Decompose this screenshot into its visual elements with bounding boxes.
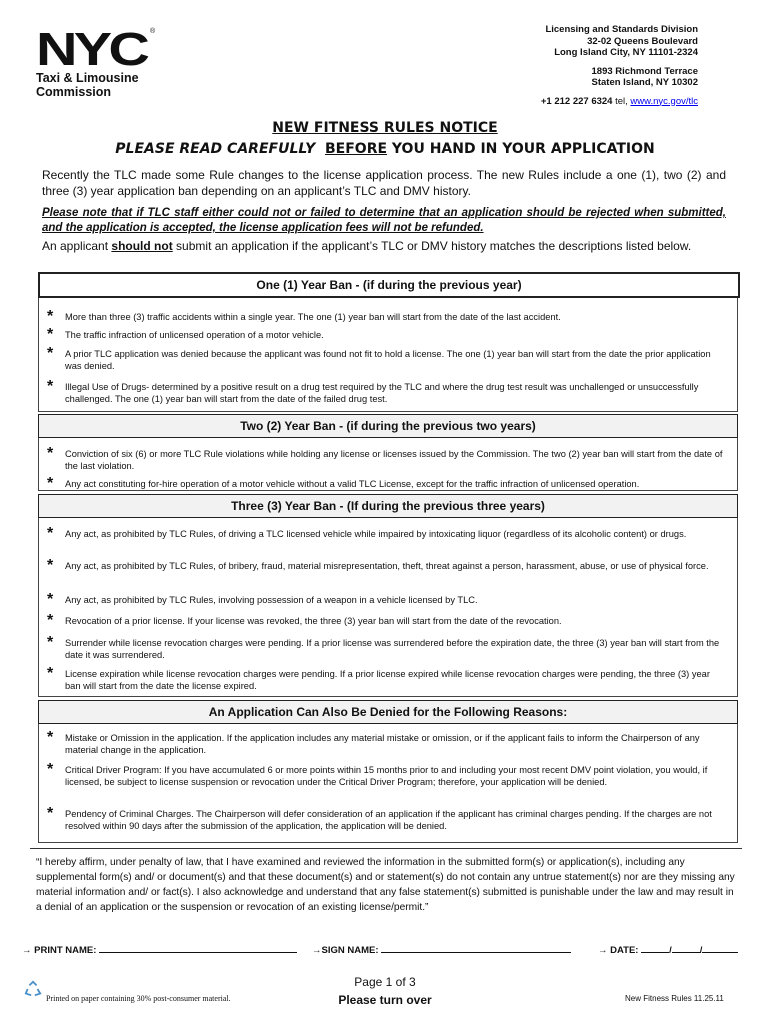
asterisk-icon: * — [47, 729, 54, 746]
address-2-line-1: 1893 Richmond Terrace — [591, 65, 698, 77]
list-item: * Surrender while license revocation charges were pending. If a prior license was surrendered before the expiration date, the three (3) year ban will start from the date it was surrendered. — [47, 634, 720, 660]
refund-note: Please note that if TLC staff either could not or failed to determine that an application should be rejected when submitted, and the application is accepted, the license application fees will not be refunded. — [42, 207, 726, 234]
address-1-line-2: Long Island City, NY 11101-2324 — [554, 47, 698, 58]
date-month-line[interactable] — [641, 942, 669, 953]
page-number: Page 1 of 3 — [354, 975, 416, 989]
commission-line-2: Commission — [36, 85, 112, 99]
asterisk-icon: * — [47, 475, 54, 492]
address-1-line-1: 32-02 Queens Boulevard — [587, 35, 698, 47]
date-separator: / — [699, 945, 703, 956]
paper-note: Printed on paper containing 30% post-consumer material. — [46, 994, 231, 1003]
asterisk-icon: * — [47, 634, 54, 651]
asterisk-icon: * — [47, 525, 54, 542]
read-carefully-a: PLEASE READ CAREFULLY — [115, 141, 316, 157]
date-field[interactable] — [598, 942, 738, 956]
sign-name-label: →SIGN NAME: — [312, 945, 379, 956]
registered-mark: ® — [150, 28, 156, 35]
two-year-ban-list — [38, 438, 738, 491]
print-name-field[interactable] — [22, 942, 297, 956]
asterisk-icon: * — [47, 445, 54, 462]
read-carefully-title — [0, 141, 770, 157]
website-link[interactable]: www.nyc.gov/tlc — [630, 95, 698, 107]
should-not: should not — [111, 239, 173, 253]
tel-label: tel, — [612, 95, 631, 107]
phone-number: +1 212 227 6324 — [540, 95, 613, 107]
three-year-ban-list — [38, 518, 738, 697]
list-item: * Revocation of a prior license. If your license was revoked, the three (3) year ban will start from the date of the revocation. — [47, 612, 562, 629]
asterisk-icon: * — [47, 665, 54, 682]
list-item: * Pendency of Criminal Charges. The Chairperson will defer consideration of an application if the applicant has criminal charges pending. If the charges are not resolved within 90 days after the submission of the application, the application will be denied. — [47, 805, 712, 831]
sign-name-line[interactable] — [381, 942, 571, 953]
read-carefully-c: YOU HAND IN YOUR APPLICATION — [391, 141, 655, 157]
asterisk-icon: * — [47, 761, 54, 778]
date-year-line[interactable] — [702, 942, 738, 953]
asterisk-icon: * — [47, 326, 54, 343]
nyc-logo: NYC — [36, 23, 147, 75]
two-year-ban-heading: Two (2) Year Ban - (if during the previous two years) — [38, 414, 738, 438]
submit-warning-a: An applicant — [42, 239, 112, 253]
list-item: * Any act, as prohibited by TLC Rules, of driving a TLC licensed vehicle while impaired by intoxicating liquor (regardless of its alcoholic content) or drugs. — [47, 525, 687, 542]
recycle-icon — [24, 980, 42, 998]
commission-name — [36, 71, 139, 99]
submit-warning — [42, 238, 726, 254]
intro-paragraph: Recently the TLC made some Rule changes to the license application process. The new Rules include a one (1), two (2) and three (3) year application ban depending on an applicant’s TLC and DMV history. — [42, 168, 726, 198]
list-item: * Any act, as prohibited by TLC Rules, involving possession of a weapon in a vehicle licensed by TLC. — [47, 591, 478, 608]
form-revision: New Fitness Rules 11.25.11 — [625, 994, 724, 1003]
list-item: * Conviction of six (6) or more TLC Rule violations while holding any license or licenses issued by the Commission. The two (2) year ban will start from the date of the last violation. — [47, 445, 723, 471]
one-year-ban-list — [38, 298, 738, 412]
list-item: * Any act constituting for-hire operation of a motor vehicle without a valid TLC License, except for the traffic infraction of unlicensed operation. — [47, 475, 640, 492]
affirmation-text: “I hereby affirm, under penalty of law, that I have examined and reviewed the information in the submitted form(s) or application(s), including any supplemental form(s) and/ or document(s) and that these document(s) and or statement(s) do not contain any untrue statement(s) nor are they missing any material information and/ or fact(s). I also acknowledge and understand that any false statement(s) submitted is punishable under the law and may result in a denial of an application or the suspension or revocation of an existing license/permit.” — [36, 857, 735, 913]
commission-line-1: Taxi & Limousine — [36, 71, 139, 85]
read-carefully-before: BEFORE — [325, 141, 388, 157]
date-label: → DATE: — [598, 945, 639, 956]
one-year-ban-heading: One (1) Year Ban - (if during the previous year) — [38, 272, 740, 298]
asterisk-icon: * — [47, 308, 54, 325]
division-name: Licensing and Standards Division — [545, 24, 698, 35]
notice-title: NEW FITNESS RULES NOTICE — [272, 120, 498, 136]
address-2-line-2: Staten Island, NY 10302 — [591, 77, 698, 88]
list-item: * A prior TLC application was denied because the applicant was found not fit to hold a license. The one (1) year ban will start from the date the prior application was denied. — [47, 345, 711, 371]
asterisk-icon: * — [47, 557, 54, 574]
print-name-line[interactable] — [99, 942, 297, 953]
turn-over: Please turn over — [338, 993, 432, 1007]
asterisk-icon: * — [47, 345, 54, 362]
list-item: * Illegal Use of Drugs- determined by a positive result on a drug test required by the TLC and where the drug test result was unchallenged or unsuccessfully challenged. The one (1) year ban will start from the date of the failed drug test. — [47, 378, 699, 404]
sign-name-field[interactable] — [312, 942, 571, 956]
list-item: * License expiration while license revocation charges were pending. If a prior license expired while license revocation charges were pending, the three (3) year ban will start from the date the license expired. — [47, 665, 710, 691]
submit-warning-c: submit an application if the applicant’s TLC or DMV history matches the descriptions listed below. — [172, 239, 692, 253]
date-separator: / — [669, 945, 672, 956]
list-item: * Any act, as prohibited by TLC Rules, of bribery, fraud, material misrepresentation, theft, threat against a person, harassment, abuse, or use of physical force. — [47, 557, 709, 574]
asterisk-icon: * — [47, 612, 54, 629]
print-name-label: → PRINT NAME: — [22, 945, 97, 956]
three-year-ban-heading: Three (3) Year Ban - (If during the previous three years) — [38, 494, 738, 518]
divider — [30, 848, 742, 849]
other-reasons-list — [38, 724, 738, 843]
list-item: * Critical Driver Program: If you have accumulated 6 or more points within 15 months prior to and including your most recent DMV point violation, you would, if licensed, be subject to license suspension or revocation under the Critical Driver Program; therefore, your application will be denied. — [47, 761, 708, 787]
other-reasons-heading: An Application Can Also Be Denied for the Following Reasons: — [38, 700, 738, 724]
asterisk-icon: * — [47, 378, 54, 395]
asterisk-icon: * — [47, 805, 54, 822]
list-item: * More than three (3) traffic accidents within a single year. The one (1) year ban will start from the date of the last accident. — [47, 308, 561, 325]
contact-line — [541, 96, 698, 108]
list-item: * Mistake or Omission in the application. If the application includes any material mistake or omission, or if the applicant fails to inform the Chairperson of any material change in the application. — [47, 729, 700, 755]
list-item: * The traffic infraction of unlicensed operation of a motor vehicle. — [47, 326, 324, 343]
address-block — [541, 24, 698, 107]
date-day-line[interactable] — [672, 942, 700, 953]
asterisk-icon: * — [47, 591, 54, 608]
